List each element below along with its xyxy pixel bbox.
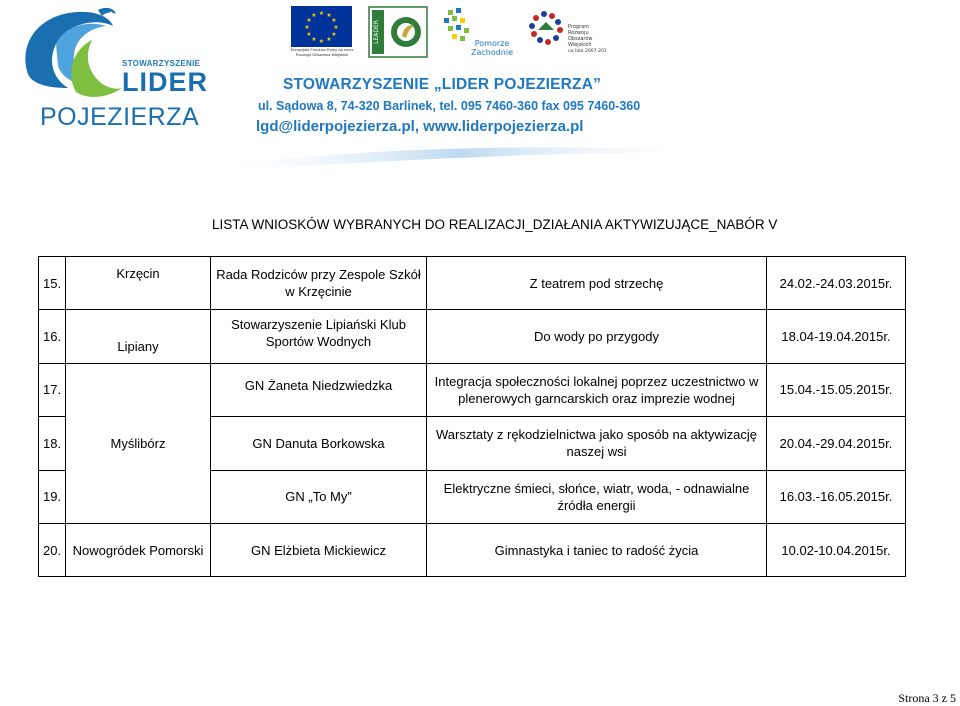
- row-gmina: [66, 310, 211, 363]
- leader-text: LEADER: [373, 20, 380, 44]
- row-date: 15.04.-15.05.2015r.: [767, 363, 906, 416]
- row-date: 20.04.-29.04.2015r.: [767, 417, 906, 470]
- eu-stars-icon: [291, 6, 352, 47]
- svg-text:★: ★: [331, 31, 337, 38]
- lider-pojezierza-logo: [18, 4, 208, 136]
- pomorze-text-1: Pomorze: [474, 39, 510, 48]
- footer-of-label: z: [941, 691, 947, 705]
- row-operation: Integracja społeczności lokalnej poprzez uczestnictwo w plenerowych garncarskich oraz imprezie wodnej: [427, 363, 767, 416]
- prow-text-1: Program: [568, 24, 590, 30]
- logo-caption-pojezierza: POJEZIERZA: [40, 103, 200, 131]
- footer-total-pages: 5: [950, 691, 956, 705]
- header-swoosh-decoration: [200, 138, 720, 178]
- applications-table: [38, 256, 906, 577]
- organization-name: STOWARZYSZENIE „LIDER POJEZIERZA”: [283, 76, 602, 93]
- leader-logo: [368, 6, 428, 58]
- row-operation: Warsztaty z rękodzielnictwa jako sposób na aktywizację naszej wsi: [427, 417, 767, 470]
- row-date: 18.04-19.04.2015r.: [767, 310, 906, 363]
- document-title: LISTA WNIOSKÓW WYBRANYCH DO REALIZACJI_DZIAŁANIA AKTYWIZUJĄCE_NABÓR V: [212, 217, 778, 232]
- leader-emblem-icon: [368, 6, 428, 58]
- row-gmina: Myślibórz: [66, 363, 211, 523]
- applicant-label: Stowarzyszenie Lipiański Klub Sportów Wodnych: [231, 316, 406, 349]
- svg-text:★: ★: [333, 24, 339, 31]
- row-applicant: GN Elżbieta Mickiewicz: [211, 523, 427, 576]
- row-operation: Z teatrem pod strzechę: [427, 257, 767, 310]
- svg-text:★: ★: [304, 24, 310, 31]
- organization-address: ul. Sądowa 8, 74-320 Barlinek, tel. 095 7460-360 fax 095 7460-360: [258, 99, 641, 113]
- row-gmina: [66, 257, 211, 310]
- svg-text:★: ★: [318, 38, 325, 45]
- footer-strona-label: Strona: [898, 691, 930, 705]
- svg-text:★: ★: [326, 36, 332, 43]
- eu-fund-caption: Europejski Fundusz Rolny na rzecz Rozwoju Obszarów Wiejskich: [290, 47, 354, 57]
- svg-text:★: ★: [311, 12, 317, 19]
- row-operation: Gimnastyka i taniec to radość życia: [427, 523, 767, 576]
- prow-text-4: Wiejskich: [568, 42, 592, 48]
- prow-emblem-icon: [524, 6, 606, 58]
- svg-text:★: ★: [311, 36, 317, 43]
- pomorze-emblem-icon: [438, 6, 518, 58]
- row-number: 19.: [39, 470, 66, 523]
- row-operation: Elektryczne śmieci, słońce, wiatr, woda, - odnawialne źródła energii: [427, 470, 767, 523]
- row-date: 10.02-10.04.2015r.: [767, 523, 906, 576]
- row-date: 16.03.-16.05.2015r.: [767, 470, 906, 523]
- gmina-label: Krzęcin: [116, 265, 160, 281]
- row-number: 20.: [39, 523, 66, 576]
- row-number: 17.: [39, 363, 66, 416]
- logo-caption-stowarzyszenie: STOWARZYSZENIE: [122, 59, 201, 68]
- gmina-label: Lipiany: [117, 339, 159, 355]
- svg-text:★: ★: [306, 31, 312, 38]
- row-applicant: Rada Rodziców przy Zespole Szkół w Krzęcinie: [211, 257, 427, 310]
- table-row: [39, 257, 906, 310]
- svg-text:★: ★: [318, 10, 325, 17]
- prow-text-2: Rozwoju: [568, 30, 589, 36]
- page-footer: [898, 691, 956, 706]
- row-applicant: [211, 363, 427, 416]
- row-applicant: [211, 310, 427, 363]
- svg-text:★: ★: [331, 17, 337, 24]
- prow-text-5: na lata 2007-2013: [568, 49, 606, 54]
- table-row: [39, 310, 906, 363]
- organization-contact: lgd@liderpojezierza.pl, www.liderpojezierza.pl: [256, 118, 584, 135]
- row-date: 24.02.-24.03.2015r.: [767, 257, 906, 310]
- logo-caption-lider: LIDER: [122, 67, 208, 97]
- row-operation: Do wody po przygody: [427, 310, 767, 363]
- row-applicant: GN „To My”: [211, 470, 427, 523]
- pomorze-text-2: Zachodnie: [470, 48, 514, 57]
- row-number: 16.: [39, 310, 66, 363]
- row-gmina: Nowogródek Pomorski: [66, 523, 211, 576]
- prow-text-3: Obszarów: [568, 36, 593, 42]
- svg-text:★: ★: [306, 17, 312, 24]
- row-number: 15.: [39, 257, 66, 310]
- row-applicant: GN Danuta Borkowska: [211, 417, 427, 470]
- applicant-label: GN Żaneta Niedzwiedzka: [244, 378, 393, 394]
- row-number: 18.: [39, 417, 66, 470]
- footer-page-number: 3: [932, 691, 939, 705]
- table-row: [39, 363, 906, 416]
- eu-flag-logo: [291, 6, 352, 47]
- pomorze-zachodnie-logo: [438, 6, 518, 58]
- table-row: [39, 523, 906, 576]
- prow-logo: [524, 6, 606, 58]
- svg-text:★: ★: [326, 12, 332, 19]
